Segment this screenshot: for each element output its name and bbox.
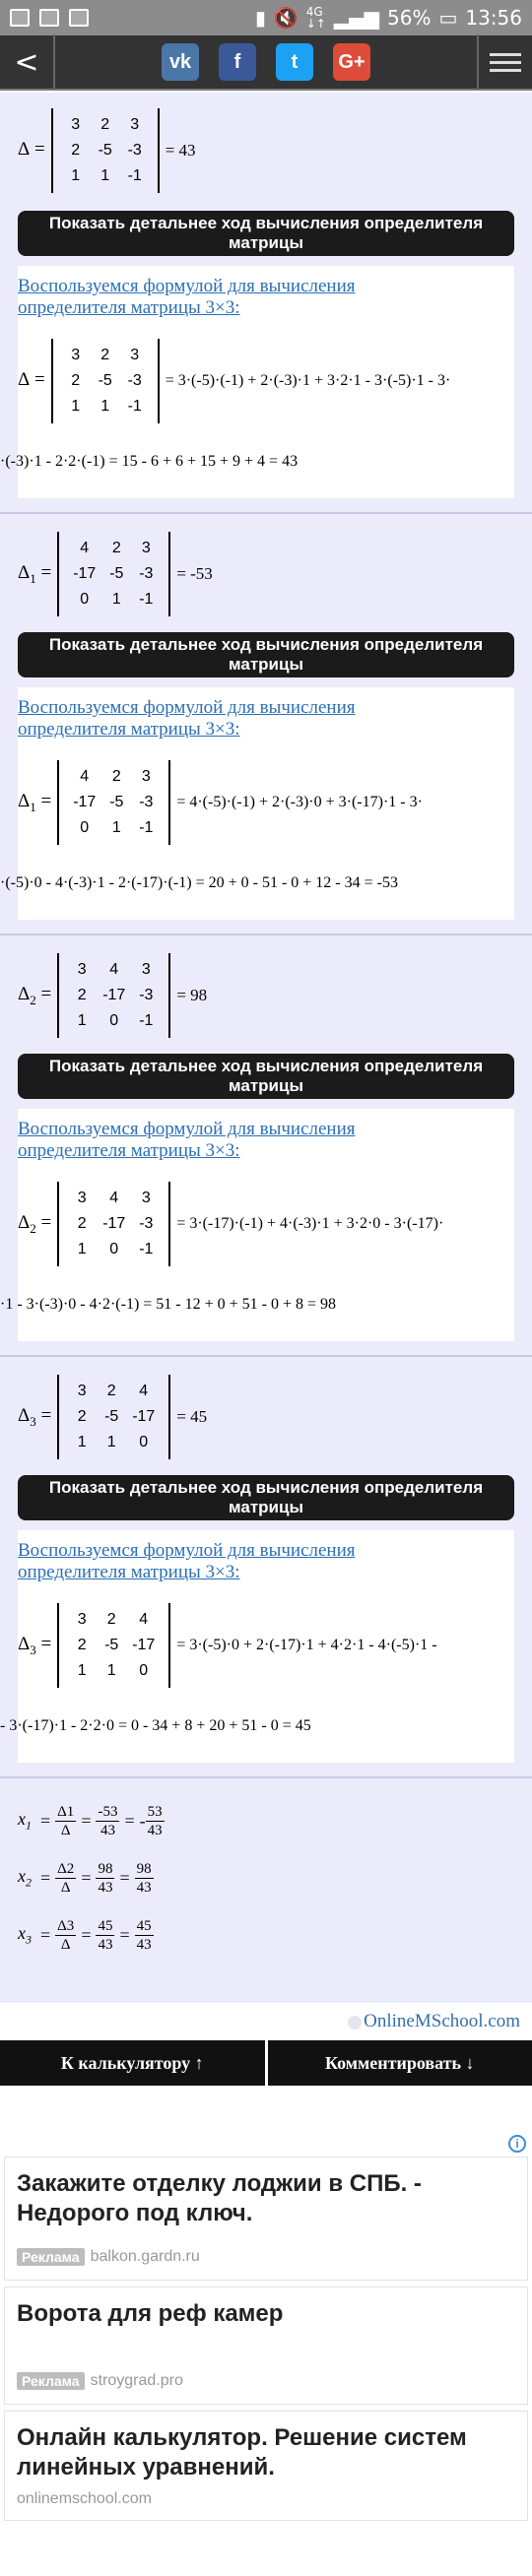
formula-block-3 — [0, 1530, 514, 1763]
det-label: Δ = — [18, 138, 45, 160]
solution-variable — [18, 1866, 32, 1891]
show-details-button[interactable]: Показать детальнее ход вычисления определителя матрицы — [18, 632, 514, 677]
matrix — [57, 953, 170, 1038]
det-label: $\Delta_1$ = — [18, 790, 52, 814]
matrix-cell: -3 — [127, 372, 142, 389]
matrix-cell: 4 — [80, 768, 90, 785]
var-sub: 3 — [26, 1932, 32, 1947]
det-symbol: Δ — [18, 368, 31, 390]
gallery-notification-icon — [10, 9, 30, 27]
fraction — [135, 1860, 154, 1897]
solution-row: $x_2$ = $\frac{\Delta 2}{\Delta}$ = $\frac{98}{43}$ = $\frac{98}{43}$ — [18, 1860, 152, 1896]
expansion-row — [18, 1182, 443, 1266]
matrix-cell: -17 — [73, 794, 97, 810]
det-label: $\Delta_1$ = — [18, 561, 52, 586]
notification-icons — [10, 9, 89, 27]
denominator: 43 — [100, 1822, 115, 1838]
matrix-cell: 1 — [111, 819, 121, 836]
matrix-cell: 3 — [77, 1383, 87, 1399]
det-symbol: Δ — [18, 790, 31, 811]
hamburger-line — [490, 61, 521, 64]
ad-meta — [17, 2372, 183, 2390]
expansion-line: = 3·(-5)·0 + 2·(-17)·1 + 4·2·1 - 4·(-5)·1 - — [176, 1637, 437, 1653]
site-brand[interactable] — [348, 2011, 520, 2032]
battery-percent: 56% — [387, 6, 432, 30]
matrix-cell: 3 — [141, 540, 151, 556]
solution-variable — [18, 1809, 32, 1834]
matrix-cell: 0 — [109, 1241, 119, 1257]
solution-content — [0, 93, 532, 2003]
battery-saver-icon: ▮ — [254, 6, 266, 30]
matrix-cell: -3 — [139, 565, 154, 582]
matrix-cell: 2 — [106, 1383, 116, 1399]
matrix-cell: -5 — [109, 565, 124, 582]
matrix — [57, 1182, 170, 1266]
det-symbol: Δ — [18, 561, 31, 583]
matrix-cell: -5 — [104, 1408, 119, 1425]
det-label: $\Delta_3$ = — [18, 1633, 52, 1657]
matrix — [51, 339, 160, 423]
matrix-cell: -5 — [98, 372, 112, 389]
expansion-line: = 3·(-5)·(-1) + 2·(-3)·1 + 3·2·1 - 3·(-5)·1 - 3· — [165, 372, 451, 389]
ad-domain: balkon.gardn.ru — [90, 2248, 200, 2265]
matrix-cell: 1 — [111, 591, 121, 608]
matrix-cell: -1 — [139, 819, 154, 836]
brand-logo-icon — [348, 2016, 362, 2029]
google-plus-icon: G+ — [338, 50, 366, 73]
top-navigation-bar — [0, 35, 532, 91]
fraction — [96, 1860, 114, 1897]
back-button[interactable] — [0, 34, 55, 90]
matrix-cell: -5 — [98, 142, 112, 159]
matrix — [57, 760, 170, 845]
ad-title[interactable]: Закажите отделку лоджии в СПБ. - Недорого под ключ. — [17, 2170, 422, 2226]
brand-text: OnlineMSchool.com — [364, 2011, 520, 2031]
matrix-cell: -1 — [139, 591, 154, 608]
numerator: Δ1 — [57, 1803, 75, 1820]
matrix-cell: 2 — [111, 540, 121, 556]
matrix-cell: 3 — [141, 1190, 151, 1206]
expansion-continuation: ·(-3)·1 - 2·2·(-1) = 15 - 6 + 6 + 15 + 9 + 4 = 43 — [0, 453, 299, 470]
matrix-cell: 4 — [109, 961, 119, 978]
matrix-cell: 1 — [77, 1434, 87, 1450]
matrix-cell: 0 — [109, 1012, 119, 1029]
det-result: = 43 — [165, 141, 196, 160]
det-label: Δ = — [18, 368, 45, 390]
twitter-share-button[interactable] — [276, 43, 313, 81]
matrix-cell: -17 — [73, 565, 97, 582]
denominator: Δ — [60, 1879, 71, 1896]
var-sub: 1 — [26, 1818, 32, 1833]
matrix-cell: 2 — [100, 116, 110, 133]
ad-meta — [17, 2490, 152, 2508]
fraction — [135, 1917, 154, 1954]
matrix-cell: 0 — [80, 819, 90, 836]
ad-card-0[interactable] — [4, 2157, 528, 2281]
network-arrows: ↓↑ — [305, 17, 326, 31]
numerator: 98 — [136, 1860, 152, 1877]
matrix-cell: 1 — [100, 167, 110, 184]
formula-block-2 — [0, 1109, 514, 1341]
matrix-cell: 2 — [77, 987, 87, 1003]
det-symbol: Δ — [18, 1211, 31, 1233]
fraction — [146, 1803, 165, 1839]
denominator: 43 — [136, 1879, 152, 1896]
matrix — [51, 108, 160, 193]
matrix-cell: 2 — [71, 142, 81, 159]
numerator: Δ2 — [57, 1860, 75, 1877]
show-details-button[interactable]: Показать детальнее ход вычисления определителя матрицы — [18, 211, 514, 256]
expansion-continuation: - 3·(-17)·1 - 2·2·0 = 0 - 34 + 8 + 20 + 51 - 0 = 45 — [0, 1717, 311, 1734]
denominator: 43 — [136, 1936, 152, 1953]
denominator: Δ — [60, 1936, 71, 1953]
denominator: 43 — [98, 1936, 113, 1953]
show-details-button[interactable]: Показать детальнее ход вычисления определителя матрицы — [18, 1054, 514, 1099]
fraction — [55, 1803, 76, 1839]
det-sub: 2 — [30, 992, 36, 1007]
det-sub: 1 — [30, 570, 36, 586]
matrix-cell: 0 — [80, 591, 90, 608]
ad-card-1[interactable] — [4, 2286, 528, 2405]
solution-variable — [18, 1923, 32, 1948]
matrix-cell: 3 — [130, 116, 140, 133]
matrix-cell: 2 — [77, 1215, 87, 1232]
matrix-cell: 4 — [139, 1611, 149, 1628]
expansion-continuation: ·1 - 3·(-3)·0 - 4·2·(-1) = 51 - 12 + 0 + 51 - 0 + 8 = 98 — [0, 1296, 337, 1313]
var-letter: x — [18, 1922, 26, 1943]
ad-info-icon[interactable]: i — [508, 2135, 526, 2153]
numerator: 53 — [147, 1803, 163, 1820]
show-details-button[interactable]: Показать детальнее ход вычисления определителя матрицы — [18, 1475, 514, 1520]
matrix-cell: 2 — [106, 1611, 116, 1628]
matrix — [57, 1375, 170, 1459]
matrix-cell: -17 — [102, 1215, 126, 1232]
hamburger-line — [490, 53, 521, 56]
vk-share-button[interactable] — [162, 43, 199, 81]
ad-card-2[interactable] — [4, 2411, 528, 2521]
matrix-cell: 1 — [77, 1662, 87, 1679]
expansion-row — [18, 1603, 437, 1688]
fraction — [96, 1803, 119, 1839]
var-letter: x — [18, 1808, 26, 1829]
matrix-cell: 4 — [80, 540, 90, 556]
det-label: $\Delta_2$ = — [18, 1211, 52, 1236]
matrix-cell: -5 — [109, 794, 124, 810]
det-symbol: Δ — [18, 138, 31, 160]
matrix-cell: 3 — [77, 1190, 87, 1206]
matrix-cell: 1 — [77, 1241, 87, 1257]
matrix-cell: 3 — [141, 961, 151, 978]
matrix-cell: 3 — [71, 116, 81, 133]
facebook-share-button[interactable] — [219, 43, 256, 81]
det-symbol: Δ — [18, 1633, 31, 1654]
facebook-icon: f — [233, 50, 241, 73]
battery-icon: ▭ — [438, 6, 458, 30]
matrix-cell: 3 — [130, 347, 140, 363]
fraction — [55, 1860, 76, 1897]
matrix-cell: 0 — [139, 1434, 149, 1450]
ad-domain: stroygrad.pro — [90, 2372, 183, 2389]
matrix-cell: 1 — [71, 167, 81, 184]
det-symbol: Δ — [18, 983, 31, 1004]
matrix-cell: -17 — [132, 1408, 156, 1425]
matrix-cell: 1 — [106, 1662, 116, 1679]
numerator: 45 — [136, 1917, 152, 1934]
matrix-cell: 3 — [141, 768, 151, 785]
ad-title[interactable]: Ворота для реф камер — [17, 2300, 284, 2327]
network-label: 4G — [305, 5, 323, 19]
matrix-cell: 2 — [111, 768, 121, 785]
matrix-cell: -3 — [139, 1215, 154, 1232]
formula-block-0 — [0, 266, 514, 498]
formula-link[interactable]: Воспользуемся формулой для вычисления определителя матрицы 3×3: — [18, 697, 356, 740]
fraction — [96, 1917, 114, 1954]
matrix-cell: 2 — [71, 372, 81, 389]
app-notification-icon — [69, 9, 89, 27]
signal-icon: ▂▄▆ — [333, 6, 379, 30]
matrix — [57, 532, 170, 616]
comment-button[interactable]: Комментировать ↓ — [265, 2040, 532, 2086]
var-letter: x — [18, 1865, 26, 1886]
bottom-actions — [0, 2040, 532, 2086]
network-type — [306, 6, 326, 30]
hamburger-line — [490, 69, 521, 72]
matrix-cell: 2 — [77, 1408, 87, 1425]
matrix-cell: 3 — [77, 1611, 87, 1628]
formula-link[interactable]: Воспользуемся формулой для вычисления определителя матрицы 3×3: — [18, 276, 356, 318]
matrix — [57, 1603, 170, 1688]
matrix-cell: -1 — [127, 167, 142, 184]
formula-link[interactable]: Воспользуемся формулой для вычисления определителя матрицы 3×3: — [18, 1119, 356, 1161]
matrix-cell: 3 — [71, 347, 81, 363]
twitter-icon: t — [291, 50, 299, 73]
clock: 13:56 — [465, 6, 522, 30]
matrix-cell: 2 — [100, 347, 110, 363]
matrix-cell: -5 — [104, 1637, 119, 1653]
matrix-cell: 0 — [139, 1662, 149, 1679]
numerator: 45 — [98, 1917, 113, 1934]
matrix-cell: 1 — [71, 398, 81, 415]
denominator: Δ — [60, 1822, 71, 1838]
var-sub: 2 — [26, 1875, 32, 1890]
google-plus-share-button[interactable] — [333, 43, 370, 81]
matrix-cell: 1 — [106, 1434, 116, 1450]
matrix-cell: 2 — [77, 1637, 87, 1653]
det-result: = 98 — [176, 986, 208, 1004]
numerator: Δ3 — [57, 1917, 75, 1934]
determinant-main-3 — [18, 1375, 207, 1459]
det-sub: 1 — [30, 799, 36, 814]
ad-tag: Реклама — [17, 2248, 85, 2266]
fraction — [55, 1917, 76, 1954]
det-sub: 3 — [30, 1413, 36, 1429]
denominator: 43 — [147, 1822, 163, 1838]
denominator: 43 — [98, 1879, 113, 1896]
menu-button[interactable] — [477, 34, 532, 90]
matrix-cell: -1 — [127, 398, 142, 415]
solutions-block — [18, 1792, 514, 1964]
matrix-cell: -17 — [132, 1637, 156, 1653]
vk-icon: vk — [168, 50, 192, 73]
social-share-bar — [55, 43, 477, 81]
back-arrow-icon: < — [14, 44, 39, 80]
to-calculator-button[interactable]: К калькулятору ↑ — [60, 2052, 204, 2073]
det-result: = 45 — [176, 1407, 208, 1426]
expansion-line: = 4·(-5)·(-1) + 2·(-3)·0 + 3·(-17)·1 - 3· — [176, 794, 423, 810]
formula-block-1 — [0, 687, 514, 920]
det-symbol: Δ — [18, 1404, 31, 1426]
formula-link[interactable]: Воспользуемся формулой для вычисления определителя матрицы 3×3: — [18, 1540, 356, 1582]
matrix-cell: -1 — [139, 1012, 154, 1029]
mute-icon: 🔇 — [273, 6, 299, 30]
matrix-cell: -17 — [102, 987, 126, 1003]
det-sub: 3 — [30, 1642, 36, 1657]
numerator: -53 — [98, 1803, 118, 1820]
matrix-cell: 3 — [77, 961, 87, 978]
numerator: 98 — [98, 1860, 113, 1877]
determinant-main-1 — [18, 532, 213, 616]
determinant-main-2 — [18, 953, 207, 1038]
det-label: $\Delta_2$ = — [18, 983, 52, 1007]
matrix-cell: 1 — [100, 398, 110, 415]
status-bar — [0, 0, 532, 35]
matrix-cell: -3 — [139, 794, 154, 810]
matrix-cell: -3 — [139, 987, 154, 1003]
solution-row: $x_3$ = $\frac{\Delta 3}{\Delta}$ = $\frac{45}{43}$ = $\frac{45}{43}$ — [18, 1917, 152, 1953]
expansion-row — [18, 339, 450, 423]
expansion-row — [18, 760, 423, 845]
ad-title[interactable]: Онлайн калькулятор. Решение систем линейных уравнений. — [17, 2424, 467, 2480]
det-label: $\Delta_3$ = — [18, 1404, 52, 1429]
matrix-cell: -1 — [139, 1241, 154, 1257]
message-notification-icon — [39, 9, 59, 27]
solution-row: $x_1$ = $\frac{\Delta 1}{\Delta}$ = $\frac{-53}{43}$ = - $\frac{53}{43}$ — [18, 1803, 163, 1838]
ad-meta — [17, 2248, 200, 2266]
det-result: = -53 — [176, 564, 213, 583]
matrix-cell: 1 — [77, 1012, 87, 1029]
det-sub: 2 — [30, 1220, 36, 1236]
matrix-cell: 4 — [109, 1190, 119, 1206]
expansion-continuation: ·(-5)·0 - 4·(-3)·1 - 2·(-17)·(-1) = 20 + 0 - 51 - 0 + 12 - 34 = -53 — [0, 874, 398, 891]
ad-tag: Реклама — [17, 2372, 85, 2390]
determinant-main-0 — [18, 108, 196, 193]
ad-domain: onlinemschool.com — [17, 2490, 152, 2507]
expansion-line: = 3·(-17)·(-1) + 4·(-3)·1 + 3·2·0 - 3·(-17)· — [176, 1215, 444, 1232]
matrix-cell: 4 — [139, 1383, 149, 1399]
matrix-cell: -3 — [127, 142, 142, 159]
status-right — [255, 6, 522, 30]
sign: - — [139, 1810, 146, 1831]
